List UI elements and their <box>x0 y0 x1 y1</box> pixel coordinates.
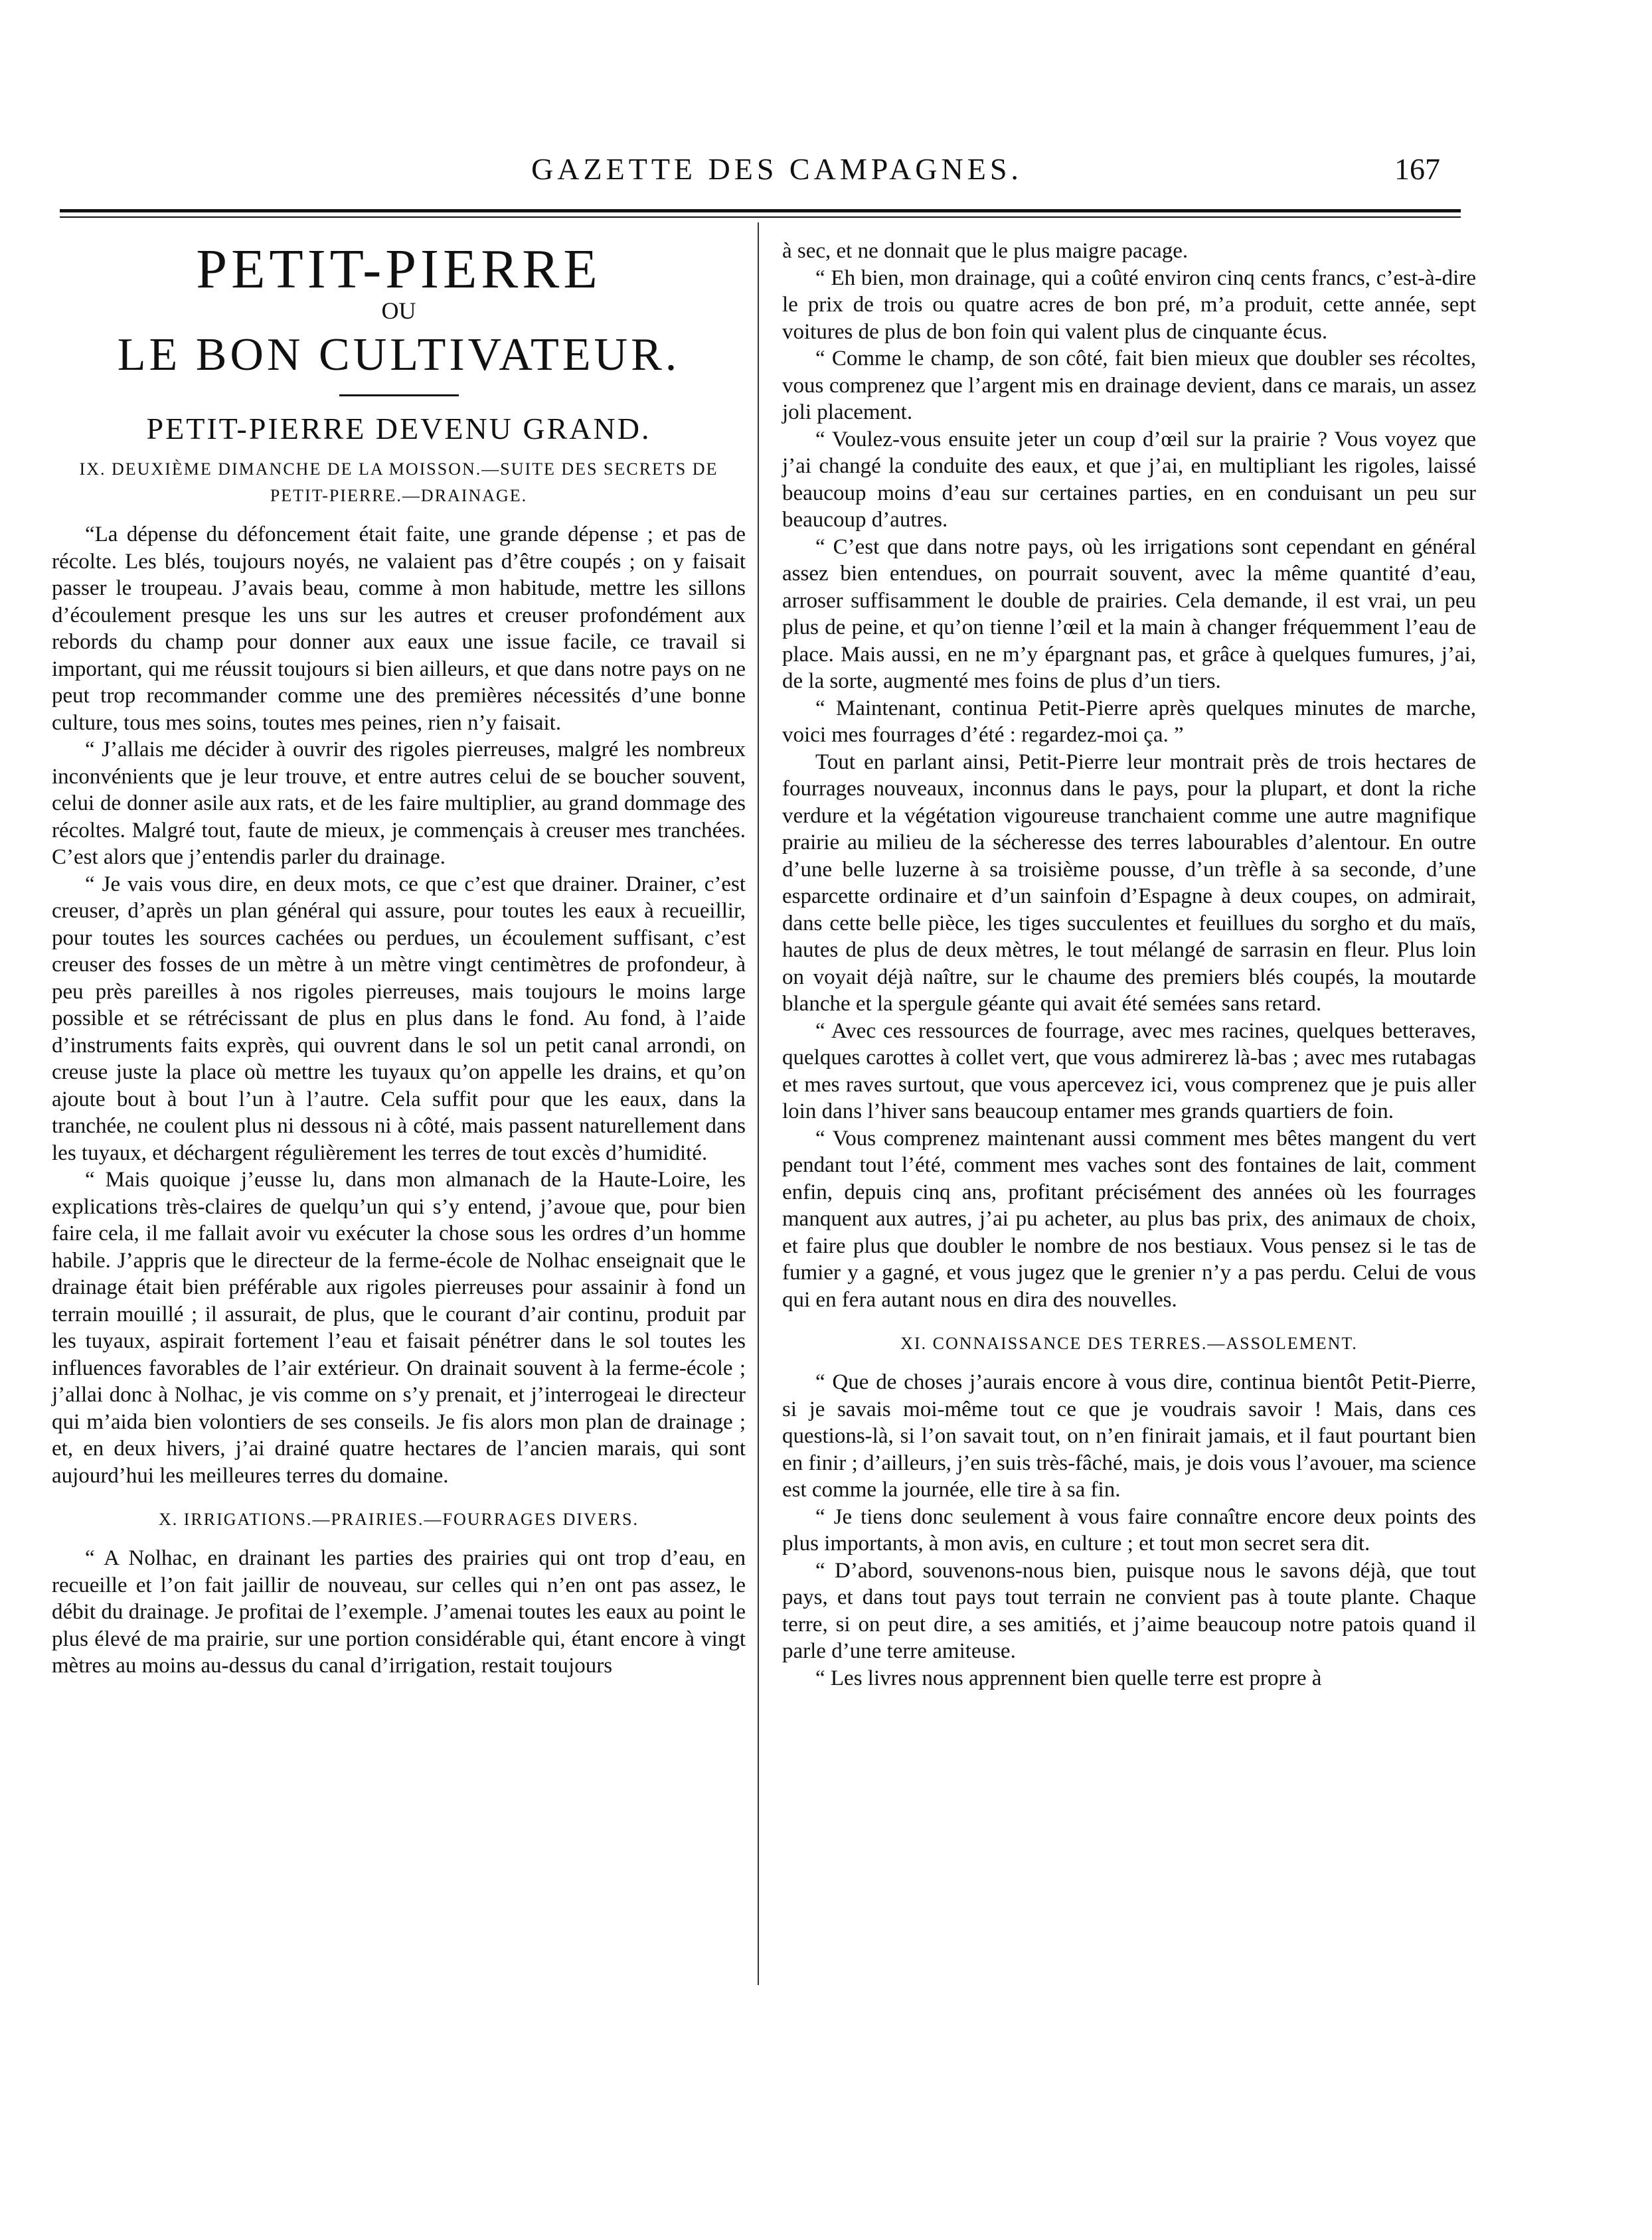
paragraph: “ Comme le champ, de son côté, fait bien mieux que doubler ses récoltes, vous comprenez que l’argent mis en drainage devient, dans ce marais, un assez joli placement. <box>782 347 1476 424</box>
paragraph: “ Vous comprenez maintenant aussi comment mes bêtes mangent du vert pendant tout l’été, comment mes vaches sont des fontaines de lait, comment enfin, depuis cinq ans, profitant précisément des années où les fourrages manquent aux autres, j’ai pu acheter, au plus bas prix, des animaux de choix, et faire plus que doubler le nombre de nos bestiaux. Vous pensez si le tas de fumier y a gagné, et vous jugez que le grenier n’y a pas perdu. Celui de vous qui en fera autant nous en dira des nouvelles. <box>782 1126 1476 1312</box>
paragraph: “ D’abord, souvenons-nous bien, puisque nous le savons déjà, que tout pays, et dans tout pays tout terrain ne convient pas à toute plante. Chaque terre, si on peut dire, a ses amitiés, et j’aime beaucoup notre patois quand il parle d’une terre amiteuse. <box>782 1558 1476 1663</box>
section-heading-ix: IX. DEUXIÈME DIMANCHE DE LA MOISSON.—SUITE DES SECRETS DE PETIT-PIERRE.—DRAINAGE. <box>79 459 718 505</box>
running-head <box>0 151 1652 191</box>
masthead-conjunction: OU <box>381 297 416 324</box>
paragraph: “ Je vais vous dire, en deux mots, ce que c’est que drainer. Drainer, c’est creuser, d’après un plan général qui assure, pour toutes les eaux à recueillir, pour toutes les sources cachées ou perdues, un écoulement suffisant, c’est creuser des fosses de un mètre à un mètre vingt centimètres de profondeur, à peu près pareilles à nos rigoles pierreuses, mais toujours le moins large possible et se rétrécissant de plus en plus dans le fond. Au fond, à l’aide d’instruments faits exprès, qui ouvrent dans le sol un petit canal arrondi, on creuse juste la place où mettre les tuyaux qu’on appelle les drains, et qu’on ajoute bout à bout l’un à l’autre. Cela suffit pour que les eaux, dans la tranchée, ne coulent plus ni dessous ni à côté, mais passent naturellement dans les tuyaux, et déchargent régulièrement les terres de tout excès d’humidité. <box>52 872 746 1165</box>
paragraph: “ Les livres nous apprennent bien quelle terre est propre à <box>815 1666 1322 1690</box>
masthead-title: PETIT-PIERRE <box>196 238 602 300</box>
masthead-subtitle: LE BON CULTIVATEUR. <box>117 329 681 380</box>
column-divider <box>758 222 759 1985</box>
paragraph: “ Que de choses j’aurais encore à vous dire, continua bientôt Petit-Pierre, si je savais moi-même tout ce que je voudrais savoir ! Mais, dans ces questions-là, si l’on savait tout, on n’en finirait jamais, et il faut pourtant bien en finir ; d’ailleurs, j’en suis très-fâché, mais, je dois vous l’avouer, ma science est comme la journée, elle tire à sa fin. <box>782 1370 1476 1502</box>
section-heading-x: X. IRRIGATIONS.—PRAIRIES.—FOURRAGES DIVERS. <box>158 1510 639 1529</box>
paragraph: “ Voulez-vous ensuite jeter un coup d’œil sur la prairie ? Vous voyez que j’ai changé la conduite des eaux, et que j’ai, en multipliant les rigoles, laissé beaucoup moins d’eau sur certaines parties, en en conduisant un peu sur beaucoup d’autres. <box>782 427 1476 532</box>
part-title: PETIT-PIERRE DEVENU GRAND. <box>146 412 651 445</box>
paragraph: “ Eh bien, mon drainage, qui a coûté environ cinq cents francs, c’est-à-dire le prix de trois ou quatre acres de bon pré, m’a produit, cette année, sept voitures de plus de bon foin qui valent plus de cinquante écus. <box>782 266 1476 344</box>
page-number: 167 <box>1394 152 1440 186</box>
paragraph: “ C’est que dans notre pays, où les irrigations sont cependant en général assez bien entendues, on pourrait souvent, avec la même quantité d’eau, arroser suffisamment le double de prairies. Cela demande, il est vrai, un peu plus de peine, et qu’on tienne l’œil et la main à changer fréquemment l’eau de place. Mais aussi, en ne m’y épargnant pas, et grâce à quelques fumures, j’ai, de la sorte, augmenté mes foins de plus d’un tiers. <box>782 534 1476 693</box>
header-rule-thin <box>60 216 1461 218</box>
paragraph: “ Je tiens donc seulement à vous faire connaître encore deux points des plus importants, à mon avis, en culture ; et tout mon secret sera dit. <box>782 1504 1476 1556</box>
paragraph: “La dépense du défoncement était faite, une grande dépense ; et pas de récolte. Les blés, toujours noyés, ne valaient pas d’être coupés ; on y faisait passer le troupeau. J’avais beau, comme à mon habitude, mettre les sillons d’écoulement presque les uns sur les autres et creuser profondément aux rebords du champ pour donner aux eaux une issue facile, ce travail si important, qui me réussit toujours si bien ailleurs, et que dans notre pays on ne peut trop recommander comme une des premières nécessités d’une bonne culture, tous mes soins, toutes mes peines, rien n’y faisait. <box>52 522 746 735</box>
paragraph: Tout en parlant ainsi, Petit-Pierre leur montrait près de trois hectares de fourrages nouveaux, inconnus dans le pays, pour la plupart, et dont la riche verdure et la végétation vigoureuse tranchaient comme une autre magnifique prairie au milieu de la sécheresse des terres labourables d’alentour. En outre d’une belle luzerne à sa troisième pousse, d’un trèfle à sa seconde, d’une esparcette ordinaire et d’un sainfoin d’Espagne à deux coupes, on admirait, dans cette belle pièce, les tiges succulentes et feuillues du sorgho et du maïs, hautes de plus de deux mètres, le tout mélangé de sarrasin en fleur. Plus loin on voyait déjà naître, sur le chaume des premiers blés coupés, la moutarde blanche et la spergule géante qui avait été semées sans retard. <box>782 750 1476 1016</box>
paragraph: “ J’allais me décider à ouvrir des rigoles pierreuses, malgré les nombreux inconvénients que je leur trouve, et entre autres celui de se boucher souvent, celui de donner asile aux rats, et de les faire multiplier, au grand dommage des récoltes. Malgré tout, faute de mieux, je commençais à creuser mes tranchées. C’est alors que j’entendis parler du drainage. <box>52 738 746 869</box>
running-title: GAZETTE DES CAMPAGNES. <box>531 152 1023 186</box>
left-column <box>52 238 746 1680</box>
masthead-rule <box>339 394 459 396</box>
paragraph: “ Maintenant, continua Petit-Pierre après quelques minutes de marche, voici mes fourrages d’été : regardez-moi ça. ” <box>782 696 1476 747</box>
paragraph: “ Avec ces ressources de fourrage, avec mes racines, quelques betteraves, quelques carottes à collet vert, que vous admirerez là-bas ; avec mes rutabagas et mes raves surtout, que vous apercevez ici, vous comprenez que je puis aller loin dans l’hiver sans beaucoup entamer mes grands quartiers de foin. <box>782 1018 1476 1123</box>
paragraph: “ Mais quoique j’eusse lu, dans mon almanach de la Haute-Loire, les explications très-claires de quelqu’un qui s’y entend, j’avoue que, pour bien faire cela, il me fallait avoir vu exécuter la chose sous les ordres d’un homme habile. J’appris que le directeur de la ferme-école de Nolhac enseignait que le drainage était bien préférable aux rigoles pierreuses pour assainir à fond un terrain mouillé ; il assurait, de plus, que le courant d’air continu, produit par les tuyaux, aspirait fortement l’eau et faisait pénétrer dans le sol toutes les influences favorables de l’air extérieur. On drainait souvent à la ferme-école ; j’allai donc à Nolhac, je vis comme on s’y prenait, et j’interrogeai le directeur qui m’aida bien volontiers de ses conseils. Je fis alors mon plan de drainage ; et, en deux hivers, j’ai drainé quatre hectares de l’ancien marais, qui sont aujourd’hui les meilleures terres du domaine. <box>52 1168 746 1488</box>
right-column <box>782 238 1476 1692</box>
paragraph-continued: à sec, et ne donnait que le plus maigre pacage. <box>782 239 1189 263</box>
header-rule <box>60 209 1461 212</box>
section-heading-xi: XI. CONNAISSANCE DES TERRES.—ASSOLEMENT. <box>900 1334 1358 1353</box>
paragraph: “ A Nolhac, en drainant les parties des prairies qui ont trop d’eau, en recueille et l’on fait jaillir de nouveau, sur celles qui n’en ont pas assez, le débit du drainage. Je profitai de l’exemple. J’amenai toutes les eaux au point le plus élevé de ma prairie, sur une portion considérable qui, étant encore à vingt mètres au moins au-dessus du canal d’irrigation, restait toujours <box>52 1546 746 1678</box>
